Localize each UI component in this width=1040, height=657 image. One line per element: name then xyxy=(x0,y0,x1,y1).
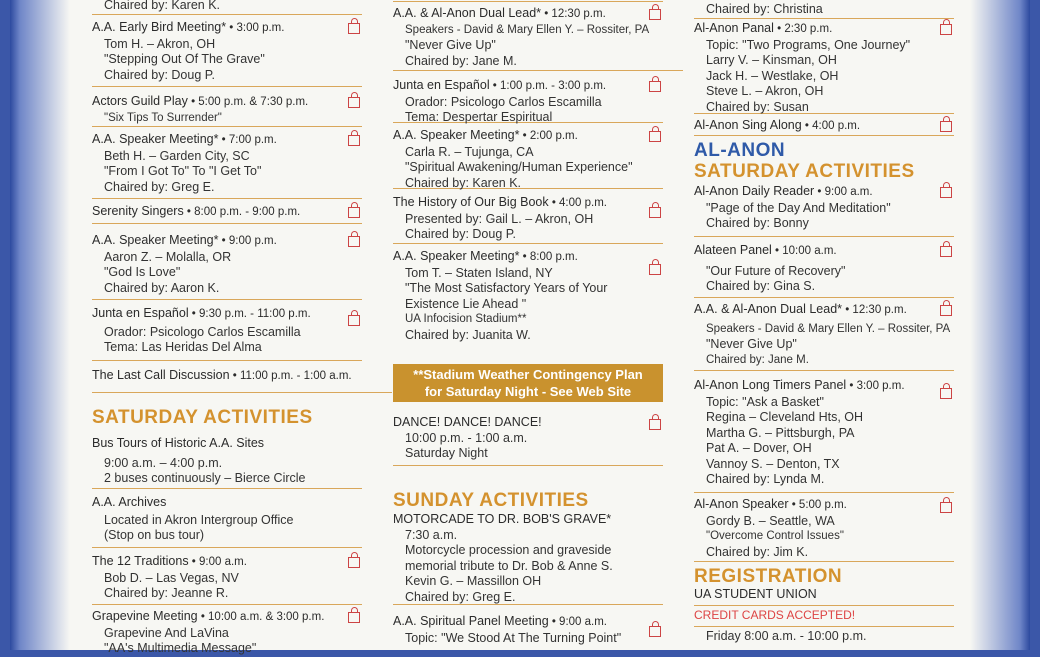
weather-notice-banner xyxy=(393,364,663,402)
entry-time: • 9:00 a.m. xyxy=(548,616,607,628)
entry-time: • 12:30 p.m. xyxy=(842,304,907,316)
list-item xyxy=(694,184,954,237)
list-item xyxy=(393,512,663,605)
entry-time: • 5:00 p.m. & 7:30 p.m. xyxy=(187,96,309,108)
entry-title: DANCE! DANCE! DANCE! xyxy=(393,415,542,429)
entry-title: A.A. & Al-Anon Dual Lead* xyxy=(694,302,843,316)
list-item xyxy=(92,436,362,489)
list-item xyxy=(694,118,954,136)
entry-line: Orador: Psicologo Carlos Escamilla xyxy=(104,324,301,339)
entry-line: Tom T. – Staten Island, NY xyxy=(405,265,553,280)
entry-line: "Six Tips To Surrender" xyxy=(104,111,222,124)
entry-line: Chaired by: Jane M. xyxy=(405,53,517,68)
entry-title: Actors Guild Play xyxy=(92,94,188,108)
list-item xyxy=(92,204,362,224)
entry-line: Vannoy S. – Denton, TX xyxy=(706,456,840,471)
program-page xyxy=(10,0,1030,655)
entry-line: Orador: Psicologo Carlos Escamilla xyxy=(405,94,602,109)
shopping-bag-icon xyxy=(348,97,360,108)
shopping-bag-icon xyxy=(348,207,360,218)
entry-line: Chaired by: Jane M. xyxy=(706,353,809,366)
entry-line: Chaired by: Karen K. xyxy=(104,0,221,12)
entry-title: The History of Our Big Book xyxy=(393,195,549,209)
entry-line: Tema: Despertar Espiritual xyxy=(405,110,553,124)
list-item xyxy=(393,249,663,347)
entry-time: • 3:00 p.m. xyxy=(846,380,905,392)
shopping-bag-icon xyxy=(940,121,952,132)
entry-line: Martha G. – Pittsburgh, PA xyxy=(706,425,855,440)
entry-line: Chaired by: Juanita W. xyxy=(405,327,531,342)
list-item xyxy=(694,302,954,371)
shopping-bag-icon xyxy=(348,557,360,568)
entry-line: 9:00 a.m. – 4:00 p.m. xyxy=(104,455,223,470)
entry-line: Carla R. – Tujunga, CA xyxy=(405,144,534,159)
entry-line: Regina – Cleveland Hts, OH xyxy=(706,410,864,424)
entry-line: Located in Akron Intergroup Office xyxy=(104,512,294,527)
entry-time: • 4:00 p.m. xyxy=(801,120,861,132)
shopping-bag-icon xyxy=(649,81,661,92)
entry-title: Al-Anon Daily Reader xyxy=(694,184,815,198)
entry-line: Beth H. – Garden City, SC xyxy=(104,148,250,163)
entry-title: Serenity Singers xyxy=(92,204,184,218)
entry-line: "The Most Satisfactory Years of Your xyxy=(405,281,608,295)
shopping-bag-icon xyxy=(649,207,661,218)
entry-line: Chaired by: Jim K. xyxy=(706,544,809,559)
entry-line: Chaired by: Doug P. xyxy=(405,227,516,241)
shopping-bag-icon xyxy=(940,187,952,198)
entry-line: "Never Give Up" xyxy=(706,337,797,351)
list-item xyxy=(92,20,362,87)
entry-line: "Spiritual Awakening/Human Experience" xyxy=(405,160,633,174)
entry-line: Grapevine And LaVina xyxy=(104,625,229,640)
registration-hours: Friday 8:00 a.m. - 10:00 p.m. xyxy=(706,629,867,643)
entry-time: • 7:00 p.m. xyxy=(218,134,277,146)
list-item xyxy=(694,378,954,493)
entry-line: Chaired by: Doug P. xyxy=(104,67,215,82)
entry-title: Grapevine Meeting xyxy=(92,609,198,623)
entry-line: Existence Lie Ahead " xyxy=(405,296,527,311)
entry-title: A.A. Early Bird Meeting* xyxy=(92,20,227,34)
shopping-bag-icon xyxy=(348,236,360,247)
entry-time: • 8:00 p.m. - 9:00 p.m. xyxy=(183,206,301,218)
entry-time: • 9:00 a.m. xyxy=(814,186,873,198)
credit-card-text: CREDIT CARDS ACCEPTED! xyxy=(694,608,856,622)
entry-line: Steve L. – Akron, OH xyxy=(706,84,824,98)
list-item xyxy=(393,78,663,123)
list-item xyxy=(92,368,392,393)
entry-time: • 2:30 p.m. xyxy=(773,23,833,35)
entry-line: Chaired by: Bonny xyxy=(706,216,809,230)
entry-line: Chaired by: Greg E. xyxy=(405,589,516,604)
entry-line: Kevin G. – Massillon OH xyxy=(405,574,542,588)
entry-line: "God Is Love" xyxy=(104,265,181,279)
entry-title: Alateen Panel xyxy=(694,243,772,257)
notice-line: **Stadium Weather Contingency Plan xyxy=(413,367,643,382)
list-item xyxy=(694,243,954,298)
entry-time: • 10:00 a.m. xyxy=(771,245,837,257)
list-item xyxy=(393,128,663,189)
entry-line: Chaired by: Gina S. xyxy=(706,279,816,293)
shopping-bag-icon xyxy=(348,315,360,326)
list-item xyxy=(694,497,954,562)
shopping-bag-icon xyxy=(940,246,952,257)
entry-line: Speakers - David & Mary Ellen Y. – Rossiter, PA xyxy=(405,23,650,36)
entry-line: Topic: "Ask a Basket" xyxy=(706,394,824,409)
entry-title: A.A. Archives xyxy=(92,495,167,509)
credit-card-notice xyxy=(694,605,954,627)
entry-line: Topic: "Two Programs, One Journey" xyxy=(706,37,911,52)
entry-line: (Stop on bus tour) xyxy=(104,528,205,542)
entry-line: Gordy B. – Seattle, WA xyxy=(706,513,835,528)
entry-line: UA Infocision Stadium** xyxy=(405,313,527,325)
entry-title: A.A. & Al-Anon Dual Lead* xyxy=(393,6,542,20)
entry-line: Motorcycle procession and graveside xyxy=(405,543,612,557)
entry-line: Topic: "We Stood At The Turning Point" xyxy=(405,630,622,645)
notice-line: for Saturday Night - See Web Site xyxy=(424,384,632,399)
entry-line: Chaired by: Christina xyxy=(706,2,823,16)
list-item xyxy=(92,495,362,548)
divider xyxy=(393,0,663,2)
entry-time: • 9:00 p.m. xyxy=(218,235,277,247)
entry-time: • 10:00 a.m. & 3:00 p.m. xyxy=(197,611,325,623)
entry-title: A.A. Speaker Meeting* xyxy=(92,233,219,247)
shopping-bag-icon xyxy=(649,264,661,275)
entry-title: Junta en Español xyxy=(92,306,189,320)
entry-line: Chaired by: Aaron K. xyxy=(104,280,220,295)
entry-line: 10:00 p.m. - 1:00 a.m. xyxy=(405,430,528,445)
entry-line: Speakers - David & Mary Ellen Y. – Rossiter, PA xyxy=(706,322,951,335)
entry-line: "AA's Multimedia Message" xyxy=(104,641,257,655)
entry-title: The 12 Traditions xyxy=(92,554,189,568)
entry-time: • 12:30 p.m. xyxy=(541,8,606,20)
list-item xyxy=(92,554,362,605)
entry-title: A.A. Speaker Meeting* xyxy=(393,128,520,142)
section-heading: REGISTRATION xyxy=(694,566,843,587)
section-heading: SUNDAY ACTIVITIES xyxy=(393,490,589,511)
list-item xyxy=(92,94,362,127)
list-item xyxy=(694,2,954,19)
shopping-bag-icon xyxy=(940,24,952,35)
entry-line: Chaired by: Karen K. xyxy=(405,175,522,190)
entry-title: Bus Tours of Historic A.A. Sites xyxy=(92,436,265,450)
entry-line: memorial tribute to Dr. Bob & Anne S. xyxy=(405,558,613,573)
shopping-bag-icon xyxy=(348,23,360,34)
entry-line: "Never Give Up" xyxy=(405,38,496,52)
entry-time: • 9:30 p.m. - 11:00 p.m. xyxy=(188,308,311,320)
registration-location: UA STUDENT UNION xyxy=(694,587,817,601)
entry-title: The Last Call Discussion xyxy=(92,368,230,382)
shopping-bag-icon xyxy=(348,612,360,623)
entry-title: Junta en Español xyxy=(393,78,490,92)
shopping-bag-icon xyxy=(649,9,661,20)
entry-time: • 11:00 p.m. - 1:00 a.m. xyxy=(229,370,352,382)
entry-title: Al-Anon Speaker xyxy=(694,497,789,511)
entry-line: Bob D. – Las Vegas, NV xyxy=(104,570,239,585)
shopping-bag-icon xyxy=(649,419,661,430)
entry-line: Chaired by: Lynda M. xyxy=(706,472,825,486)
list-item xyxy=(393,614,663,650)
entry-line: Tom H. – Akron, OH xyxy=(104,36,216,51)
entry-line: Chaired by: Greg E. xyxy=(104,179,215,194)
entry-time: • 4:00 p.m. xyxy=(548,197,607,209)
entry-time: • 1:00 p.m. - 3:00 p.m. xyxy=(489,80,607,92)
entry-line: Chaired by: Jeanne R. xyxy=(104,586,229,600)
entry-line: Tema: Las Heridas Del Alma xyxy=(104,340,262,354)
section-heading: SATURDAY ACTIVITIES xyxy=(92,407,313,428)
entry-line: "Overcome Control Issues" xyxy=(706,530,844,542)
section-heading: SATURDAY ACTIVITIES xyxy=(694,161,915,182)
list-item xyxy=(92,306,362,361)
shopping-bag-icon xyxy=(348,135,360,146)
entry-line: Pat A. – Dover, OH xyxy=(706,441,812,455)
entry-time: • 9:00 a.m. xyxy=(188,556,247,568)
entry-title: A.A. Speaker Meeting* xyxy=(92,132,219,146)
entry-line: Larry V. – Kinsman, OH xyxy=(706,53,837,67)
shopping-bag-icon xyxy=(649,626,661,637)
entry-title: Al-Anon Panal xyxy=(694,21,774,35)
entry-line: Chaired by: Susan xyxy=(706,99,809,114)
entry-line: Saturday Night xyxy=(405,446,488,460)
entry-title: MOTORCADE TO DR. BOB'S GRAVE* xyxy=(393,512,612,526)
shopping-bag-icon xyxy=(940,502,952,513)
section-heading: AL-ANON xyxy=(694,140,786,161)
entry-line: "From I Got To" To "I Get To" xyxy=(104,164,262,178)
list-item xyxy=(92,0,362,15)
entry-line: "Page of the Day And Meditation" xyxy=(706,200,891,215)
list-item xyxy=(393,6,683,71)
entry-title: Al-Anon Sing Along xyxy=(694,118,802,132)
list-item xyxy=(393,195,663,244)
entry-line: Presented by: Gail L. – Akron, OH xyxy=(405,211,594,226)
entry-title: A.A. Spiritual Panel Meeting xyxy=(393,614,549,628)
list-item xyxy=(92,132,362,199)
shopping-bag-icon xyxy=(940,388,952,399)
entry-title: A.A. Speaker Meeting* xyxy=(393,249,520,263)
entry-time: • 5:00 p.m. xyxy=(788,499,847,511)
shopping-bag-icon xyxy=(649,131,661,142)
entry-line: Jack H. – Westlake, OH xyxy=(706,68,839,83)
entry-line: Aaron Z. – Molalla, OR xyxy=(104,249,232,264)
shopping-bag-icon xyxy=(940,305,952,316)
entry-time: • 3:00 p.m. xyxy=(226,22,285,34)
list-item xyxy=(92,609,362,655)
entry-line: 7:30 a.m. xyxy=(405,527,458,542)
entry-time: • 8:00 p.m. xyxy=(519,251,578,263)
entry-line: 2 buses continuously – Bierce Circle xyxy=(104,471,306,485)
list-item xyxy=(92,233,362,300)
entry-time: • 2:00 p.m. xyxy=(519,130,578,142)
entry-line: "Stepping Out Of The Grave" xyxy=(104,52,265,66)
entry-title: Al-Anon Long Timers Panel xyxy=(694,378,847,392)
entry-line: "Our Future of Recovery" xyxy=(706,263,846,278)
list-item xyxy=(694,21,954,114)
list-item xyxy=(393,415,663,466)
